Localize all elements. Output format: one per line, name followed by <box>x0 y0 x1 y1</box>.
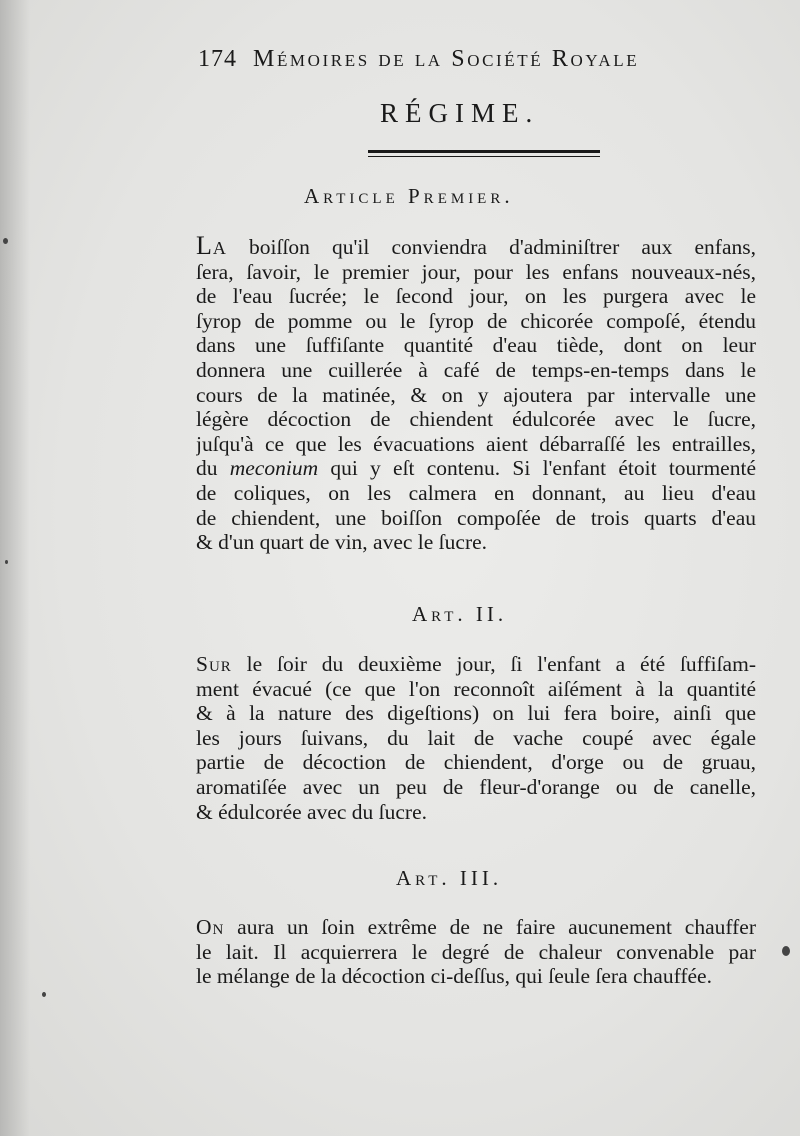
binding-shadow <box>0 0 30 1136</box>
ink-speck <box>5 560 8 564</box>
ink-speck <box>782 946 790 956</box>
article-1-line-1: ſera, ſavoir, le premier jour, pour les enfans nouveaux-nés, <box>196 259 756 284</box>
italic-term: meconium <box>229 456 319 481</box>
running-title: Mémoires de la Société Royale <box>253 46 640 72</box>
ink-speck <box>42 992 46 997</box>
article-3-line-1: le lait. Il acquierrera le degré de chaleur convenable par <box>196 939 756 964</box>
article-3-heading: Art. III. <box>396 866 503 890</box>
title-rule <box>368 150 600 153</box>
article-1-body <box>196 234 756 555</box>
article-2-line-3: les jours ſuivans, du lait de vache coupé avec égale <box>196 725 756 750</box>
article-1-line-11: de chiendent, une boiſſon compoſée de trois quarts d'eau <box>196 505 756 530</box>
article-1-line-9: du meconium qui y eſt contenu. Si l'enfant étoit tourmenté <box>196 456 756 481</box>
article-1-line-12: & d'un quart de vin, avec le ſucre. <box>196 530 488 555</box>
article-1-line-4: dans une ſuffiſante quantité d'eau tiède, dont on leur <box>196 333 756 358</box>
article-2-line-2: & à la nature des digeſtions) on lui fera boire, ainſi que <box>196 701 756 726</box>
article-3-line-0: On aura un ſoin extrême de ne faire aucunement chauffer <box>196 915 756 939</box>
article-1-line-7: légère décoction de chiendent édulcorée avec le ſucre, <box>196 407 756 432</box>
article-1-line-0: La boiſſon qu'il conviendra d'adminiſtrer aux enfans, <box>196 234 756 260</box>
article-1-line-6: cours de la matinée, & on y ajoutera par intervalle une <box>196 382 756 407</box>
article-2-line-6: & édulcorée avec du ſucre. <box>196 799 427 824</box>
article-2-heading: Art. II. <box>412 602 508 626</box>
article-2-line-5: aromatiſée avec un peu de fleur-d'orange ou de canelle, <box>196 774 756 799</box>
article-2-line-1: ment évacué (ce que l'on reconnoît aiſément à la quantité <box>196 676 756 701</box>
article-1-line-3: ſyrop de pomme ou le ſyrop de chicorée compoſé, étendu <box>196 308 756 333</box>
article-1-lead: La <box>196 234 227 260</box>
article-1-line-2: de l'eau ſucrée; le ſecond jour, on les purgera avec le <box>196 284 756 309</box>
article-3-lead: On <box>196 915 225 939</box>
article-2-body <box>196 652 756 824</box>
article-1-line-8: juſqu'à ce que les évacuations aient débarraſſé les entrailles, <box>196 431 756 456</box>
article-3-line-2: le mélange de la décoction ci-deſſus, qui ſeule ſera chauffée. <box>196 964 712 989</box>
article-3-body <box>196 915 756 989</box>
article-1-heading: Article Premier. <box>304 184 514 208</box>
running-head <box>198 46 718 73</box>
ink-speck <box>3 238 8 244</box>
section-title: RÉGIME. <box>380 98 540 128</box>
page-number: 174 <box>198 46 237 72</box>
article-2-lead: Sur <box>196 652 232 676</box>
article-2-line-4: partie de décoction de chiendent, d'orge ou de gruau, <box>196 750 756 775</box>
article-1-line-5: donnera une cuillerée à café de temps-en-temps dans le <box>196 357 756 382</box>
article-2-line-0: Sur le ſoir du deuxième jour, ſi l'enfant a été ſuffiſam- <box>196 652 756 676</box>
article-1-line-10: de coliques, on les calmera en donnant, au lieu d'eau <box>196 480 756 505</box>
